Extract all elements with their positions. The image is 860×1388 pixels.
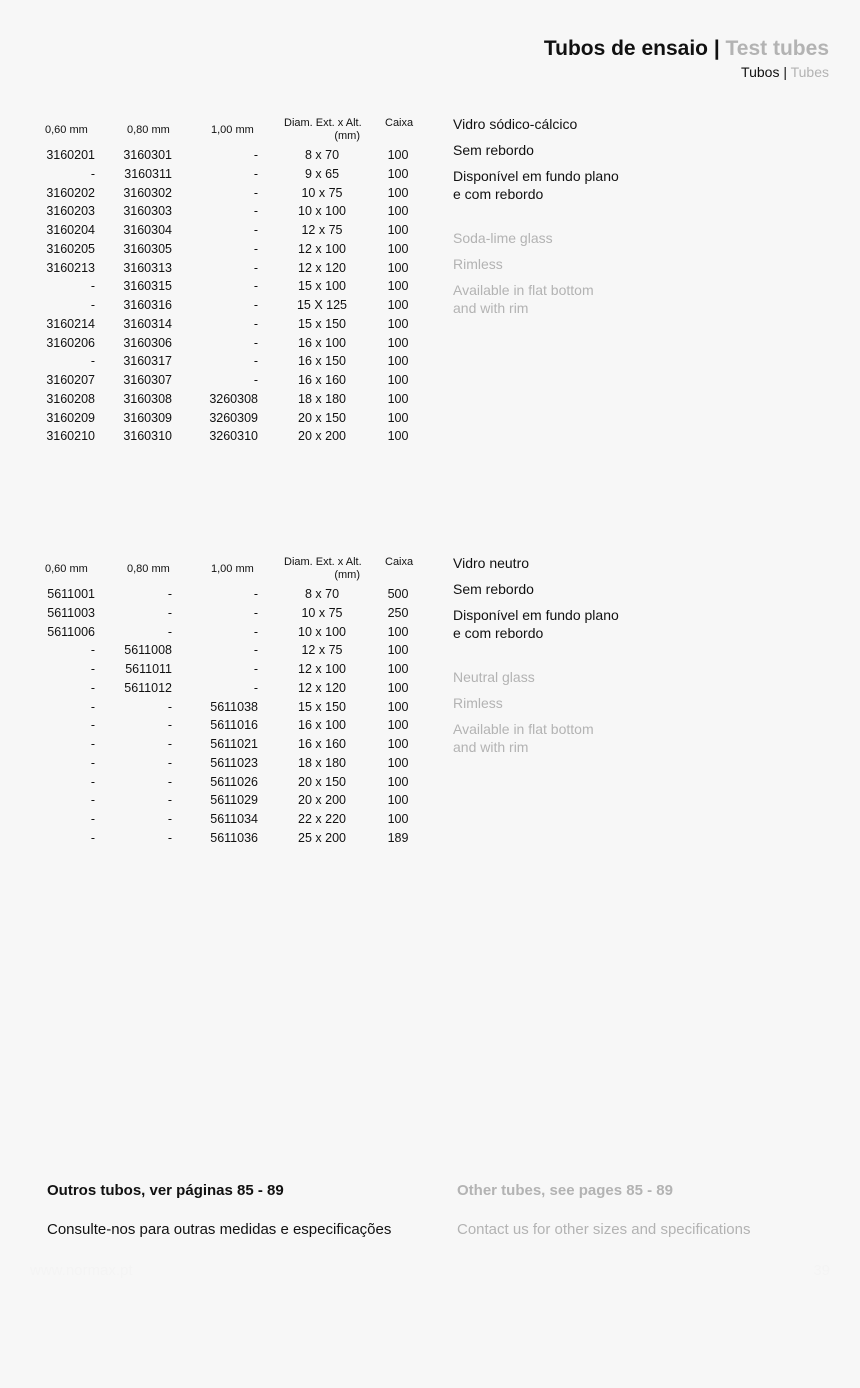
table-cell: -: [253, 624, 258, 639]
table-cell: 10 x 100: [298, 204, 346, 219]
table-cell: -: [253, 680, 258, 695]
desc-en-line: and with rim: [453, 739, 529, 755]
table-cell: 100: [387, 148, 409, 162]
header-unit: (mm): [334, 130, 360, 142]
desc-en-line: Neutral glass: [453, 669, 535, 685]
table-cell: 5611026: [210, 774, 258, 789]
table-cell: 12 x 100: [298, 662, 346, 676]
table-cell: -: [90, 755, 95, 770]
table-cell: 3160207: [46, 373, 95, 387]
table-cell: 3160311: [124, 166, 172, 181]
desc-en-line: Soda-lime glass: [453, 230, 553, 246]
table-cell: 100: [387, 204, 409, 219]
table-cell: 3160206: [46, 335, 95, 350]
table-cell: 15 x 100: [298, 279, 346, 294]
table-cell: 8 x 70: [304, 587, 340, 601]
table-cell: 3160309: [123, 410, 172, 425]
table-cell: 100: [387, 223, 409, 237]
page-title: [544, 36, 829, 62]
table-cell: 3160202: [46, 185, 95, 200]
table-cell: -: [90, 680, 95, 695]
spacer: [453, 247, 619, 255]
table-cell: 3160214: [46, 316, 95, 331]
table-cell: 100: [387, 241, 409, 256]
table-cell: -: [90, 662, 95, 676]
table-cell: 25 x 200: [298, 830, 346, 845]
table-cell: 100: [387, 680, 409, 695]
table-cell: 100: [387, 185, 409, 200]
table-cell: 100: [387, 391, 409, 406]
other-tubes-en: Other tubes, see pages 85 - 89: [457, 1182, 673, 1199]
table-cell: -: [90, 699, 95, 714]
table-cell: 5611034: [210, 812, 258, 826]
page-header: [544, 36, 829, 81]
table-cell: 3160308: [123, 391, 172, 406]
table-cell: 5611029: [210, 793, 258, 808]
table-cell: -: [253, 241, 258, 256]
desc-pt-line: Disponível em fundo plano: [453, 607, 619, 623]
table-cell: -: [90, 643, 95, 658]
table-cell: -: [253, 166, 258, 181]
table-cell: 100: [387, 335, 409, 350]
table-cell: 100: [387, 755, 409, 770]
table-cell: 100: [387, 316, 409, 331]
spacer: [453, 686, 619, 694]
spacer: [453, 712, 619, 720]
table-cell: 100: [387, 429, 409, 444]
header-box: Caixa: [385, 117, 414, 129]
header-1-00mm: 1,00 mm: [211, 563, 254, 575]
table-cell: -: [253, 662, 258, 676]
table-cell: 3160201: [46, 148, 95, 162]
table-cell: 12 x 75: [301, 643, 343, 658]
table-cell: 3160314: [123, 316, 172, 331]
desc-pt-line: Vidro sódico-cálcico: [453, 116, 578, 132]
table-cell: -: [253, 260, 258, 275]
table-cell: 3260308: [209, 391, 258, 406]
table-cell: 16 x 100: [298, 335, 346, 350]
title-en: Test tubes: [725, 37, 829, 60]
table-cell: 3160313: [123, 260, 172, 275]
table-cell: 3160316: [123, 298, 172, 312]
desc-en-line: Available in flat bottom: [453, 721, 594, 737]
table-cell: -: [90, 774, 95, 789]
table-cell: 500: [387, 587, 409, 601]
table-cell: -: [90, 718, 95, 733]
table-cell: 5611006: [47, 624, 95, 639]
table-cell: -: [167, 793, 172, 808]
table-cell: 100: [387, 718, 409, 733]
table-cell: 3160310: [123, 429, 172, 444]
table-cell: 15 X 125: [296, 298, 348, 312]
table-cell: -: [90, 298, 95, 312]
header-diameter: Diam. Ext. x Alt.: [284, 117, 362, 129]
description-neutral: [453, 554, 619, 756]
table-cell: 3260309: [209, 410, 258, 425]
table-cell: 3160301: [123, 148, 172, 162]
desc-pt-line: Sem rebordo: [453, 581, 534, 597]
desc-en-line: Available in flat bottom: [453, 282, 594, 298]
table-cell: 5611038: [210, 699, 258, 714]
table-cell: 5611003: [47, 605, 95, 620]
spacer: [453, 642, 619, 668]
table-cell: 5611001: [47, 587, 95, 601]
subtitle-en: Tubes: [790, 64, 829, 80]
table-cell: 5611008: [124, 643, 172, 658]
table-cell: 100: [387, 643, 409, 658]
table-cell: -: [167, 699, 172, 714]
table-cell: 5611011: [125, 662, 172, 676]
table-cell: -: [253, 148, 258, 162]
table-cell: 8 x 70: [304, 148, 340, 162]
table-cell: 16 x 100: [298, 718, 346, 733]
page-number: 39: [813, 1262, 830, 1279]
contact-pt: Consulte-nos para outras medidas e especificações: [47, 1221, 392, 1238]
table-cell: -: [167, 605, 172, 620]
header-0-60mm: 0,60 mm: [45, 563, 88, 575]
spacer: [453, 203, 619, 229]
table-cell: 5611023: [210, 755, 258, 770]
table-cell: -: [167, 774, 172, 789]
spacer: [453, 572, 619, 580]
table-cell: -: [253, 587, 258, 601]
table-cell: 16 x 160: [298, 373, 346, 387]
table-cell: -: [167, 718, 172, 733]
table-cell: -: [90, 830, 95, 845]
header-box: Caixa: [385, 556, 414, 568]
spacer: [453, 133, 619, 141]
table-cell: -: [253, 279, 258, 294]
table-cell: 15 x 150: [298, 699, 346, 714]
table-cell: 20 x 150: [298, 774, 346, 789]
table-cell: -: [253, 185, 258, 200]
table-cell: -: [90, 166, 95, 181]
table-cell: 5611012: [124, 680, 172, 695]
table-cell: 3160205: [46, 241, 95, 256]
desc-pt-line: Disponível em fundo plano: [453, 168, 619, 184]
table-cell: 15 x 150: [298, 316, 346, 331]
table-cell: -: [253, 605, 258, 620]
table-cell: 16 x 160: [298, 737, 346, 751]
table-cell: 100: [387, 354, 409, 369]
desc-pt-line: e com rebordo: [453, 186, 544, 202]
table-cell: 189: [387, 830, 409, 845]
table-cell: 16 x 150: [298, 354, 346, 369]
desc-en-line: Rimless: [453, 695, 503, 711]
table-cell: 3160304: [123, 223, 172, 237]
table-cell: 3160302: [123, 185, 172, 200]
table-cell: 3160208: [46, 391, 95, 406]
other-tubes-pt: Outros tubos, ver páginas 85 - 89: [47, 1182, 284, 1199]
table-cell: 3160203: [46, 204, 95, 219]
desc-en-line: and with rim: [453, 300, 529, 316]
table-cell: 10 x 75: [301, 605, 343, 620]
title-separator: |: [707, 37, 726, 60]
table-cell: 100: [387, 699, 409, 714]
table-cell: -: [90, 279, 95, 294]
page-subtitle: [544, 63, 829, 81]
table-cell: 100: [387, 812, 409, 826]
table-cell: 3160306: [123, 335, 172, 350]
header-diameter: Diam. Ext. x Alt.: [284, 556, 362, 568]
desc-en-line: Rimless: [453, 256, 503, 272]
table-cell: 100: [387, 624, 409, 639]
table-cell: 3160303: [123, 204, 172, 219]
header-0-80mm: 0,80 mm: [127, 563, 170, 575]
desc-pt-line: Vidro neutro: [453, 555, 530, 571]
table-cell: 100: [387, 737, 409, 751]
spacer: [453, 598, 619, 606]
table-cell: 3160307: [123, 373, 172, 387]
table-cell: 100: [387, 662, 409, 676]
table-cell: 100: [387, 793, 409, 808]
contact-en: Contact us for other sizes and specifications: [457, 1221, 751, 1238]
table-cell: -: [90, 737, 95, 751]
table-cell: 12 x 120: [298, 680, 346, 695]
table-cell: 3160204: [46, 223, 95, 237]
desc-pt-line: Sem rebordo: [453, 142, 534, 158]
table-cell: -: [167, 587, 172, 601]
table-cell: 20 x 200: [298, 793, 346, 808]
table-cell: 100: [387, 279, 409, 294]
table-cell: 5611036: [210, 830, 258, 845]
description-soda-lime: [453, 115, 619, 317]
table-cell: -: [167, 737, 172, 751]
table-cell: 3160317: [123, 354, 172, 369]
table-cell: -: [167, 755, 172, 770]
header-0-60mm: 0,60 mm: [45, 124, 88, 136]
table-cell: -: [90, 354, 95, 369]
table-cell: 20 x 150: [298, 410, 346, 425]
table-cell: 18 x 180: [298, 391, 346, 406]
table-cell: -: [253, 335, 258, 350]
subtitle-pt: Tubos: [741, 64, 780, 80]
header-unit: (mm): [334, 569, 360, 581]
table-cell: 12 x 75: [301, 223, 343, 237]
table-cell: -: [253, 373, 258, 387]
table-cell: 9 x 65: [304, 166, 340, 181]
desc-pt-line: e com rebordo: [453, 625, 544, 641]
table-cell: 5611021: [210, 737, 258, 751]
table-cell: 3160209: [46, 410, 95, 425]
header-1-00mm: 1,00 mm: [211, 124, 254, 136]
spacer: [453, 273, 619, 281]
table-cell: 10 x 100: [298, 624, 346, 639]
website: www.normax.pt: [30, 1262, 133, 1279]
table-cell: -: [253, 298, 258, 312]
table-cell: -: [90, 812, 95, 826]
table-cell: 100: [387, 410, 409, 425]
table-cell: -: [253, 223, 258, 237]
table-cell: 250: [387, 605, 409, 620]
table-cell: 100: [387, 774, 409, 789]
table-cell: 12 x 100: [298, 241, 346, 256]
table-cell: -: [253, 643, 258, 658]
table-cell: 22 x 220: [298, 812, 346, 826]
table-cell: 3160210: [46, 429, 95, 444]
title-pt: Tubos de ensaio: [543, 37, 708, 60]
table-cell: 3160315: [123, 279, 172, 294]
table-cell: 5611016: [210, 718, 258, 733]
table-cell: 100: [387, 166, 409, 181]
header-0-80mm: 0,80 mm: [127, 124, 170, 136]
table-cell: 100: [387, 373, 409, 387]
table-cell: 18 x 180: [298, 755, 346, 770]
subtitle-separator: |: [779, 64, 791, 80]
table-cell: 3260310: [209, 429, 258, 444]
table-cell: -: [167, 812, 172, 826]
table-cell: -: [253, 316, 258, 331]
table-cell: 20 x 200: [298, 429, 346, 444]
table-cell: 3160213: [46, 260, 95, 275]
table-cell: -: [253, 204, 258, 219]
spacer: [453, 159, 619, 167]
table-cell: -: [253, 354, 258, 369]
table-cell: -: [167, 830, 172, 845]
table-cell: 3160305: [123, 241, 172, 256]
table-cell: -: [90, 793, 95, 808]
table-cell: 12 x 120: [298, 260, 346, 275]
table-cell: 100: [387, 260, 409, 275]
table-cell: 100: [387, 298, 409, 312]
table-cell: -: [167, 624, 172, 639]
table-cell: 10 x 75: [301, 185, 343, 200]
